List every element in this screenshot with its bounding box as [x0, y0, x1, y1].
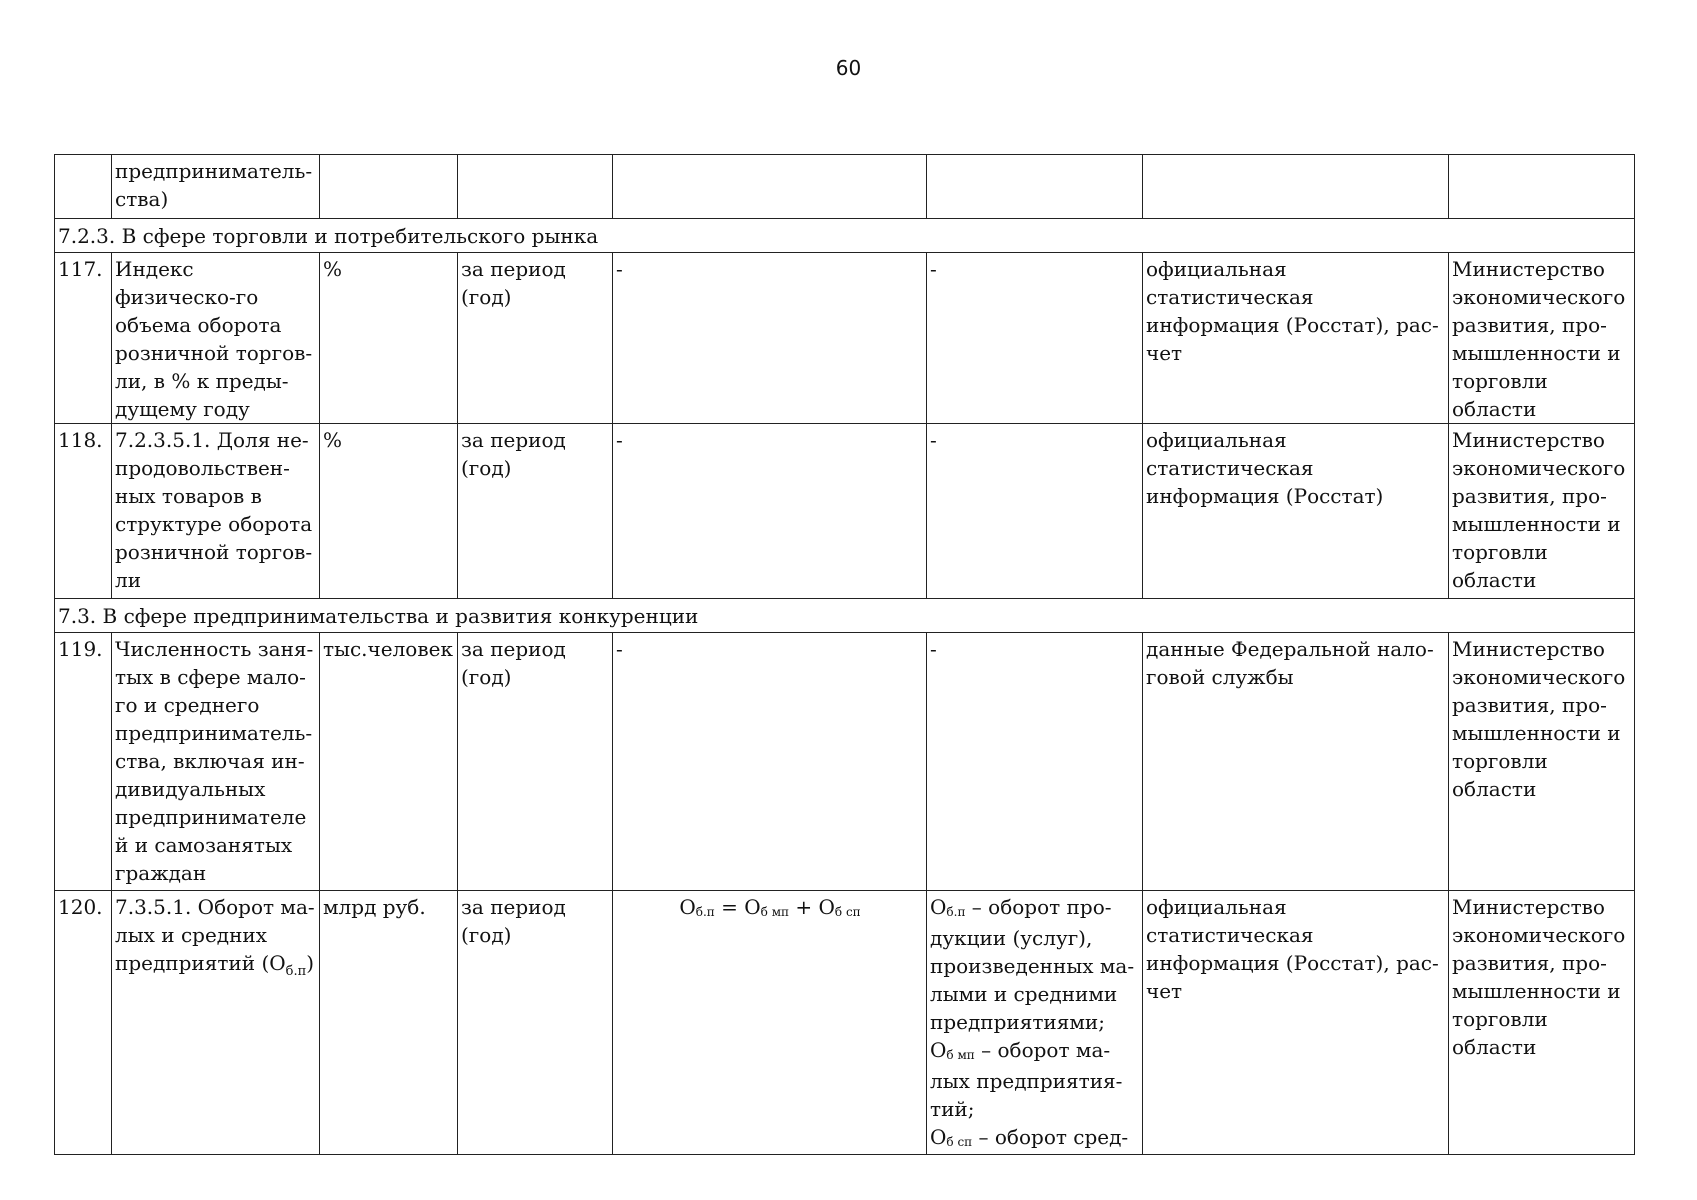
indicator-close: ): [306, 951, 315, 975]
cell-responsible: [1449, 155, 1635, 219]
cell-source: официальная статистическая информация (Росстат), рас-чет: [1143, 253, 1449, 424]
cell-formula: [613, 155, 927, 219]
table-row: [55, 253, 1635, 424]
cell-period: [458, 155, 613, 219]
cell-num: 118.: [55, 424, 112, 599]
formula-symbol: О: [930, 1038, 947, 1062]
formula-sub: б.п: [695, 905, 715, 919]
cell-indicator: Численность заня-тых в сфере мало-го и среднего предприниматель-ства, включая ин-дивидуальных предпринимателей и самозанятых граждан: [112, 633, 320, 891]
cell-indicator: 7.2.3.5.1. Доля не-продовольствен-ных товаров в структуре оборота розничной торгов-ли: [112, 424, 320, 599]
explanation-text: – оборот ма-лых предприятия-тий;: [930, 1038, 1123, 1121]
formula-symbol: О: [744, 895, 761, 919]
table-row: [55, 633, 1635, 891]
cell-num: 117.: [55, 253, 112, 424]
cell-period: за период (год): [458, 424, 613, 599]
section-title: 7.2.3. В сфере торговли и потребительского рынка: [55, 219, 1635, 253]
page-number: 60: [835, 56, 862, 80]
cell-source: данные Федеральной нало-говой службы: [1143, 633, 1449, 891]
formula-equals: =: [714, 895, 745, 919]
explanation-line: [930, 1123, 1140, 1154]
section-row: [55, 219, 1635, 253]
cell-source: официальная статистическая информация (Росстат), рас-чет: [1143, 891, 1449, 1155]
formula-symbol: О: [930, 1125, 947, 1149]
cell-indicator: [112, 891, 320, 1155]
cell-period: за период (год): [458, 891, 613, 1155]
cell-explanation: [927, 891, 1143, 1155]
explanation-line: [930, 893, 1140, 1036]
cell-explanation: [927, 155, 1143, 219]
explanation-text: – оборот сред-: [972, 1125, 1129, 1149]
formula-symbol: О: [930, 895, 947, 919]
indicators-table: [54, 154, 1635, 1155]
cell-indicator: Индекс физическо-го объема оборота розничной торгов-ли, в % к преды-дущему году: [112, 253, 320, 424]
formula-plus: +: [789, 895, 819, 919]
cell-unit: млрд руб.: [320, 891, 458, 1155]
cell-num: [55, 155, 112, 219]
cell-responsible: Министерство экономического развития, про-мышленности и торговли области: [1449, 891, 1635, 1155]
cell-responsible: Министерство экономического развития, про-мышленности и торговли области: [1449, 633, 1635, 891]
cell-source: [1143, 155, 1449, 219]
table-row: [55, 424, 1635, 599]
table-row: [55, 155, 1635, 219]
formula-sub: б мп: [946, 1048, 975, 1062]
indicator-text: 7.3.5.1. Оборот ма-лых и средних предприятий (О: [115, 895, 315, 975]
formula-symbol: О: [818, 895, 835, 919]
cell-source: официальная статистическая информация (Росстат): [1143, 424, 1449, 599]
cell-unit: [320, 155, 458, 219]
explanation-line: [930, 1036, 1140, 1123]
cell-explanation: -: [927, 253, 1143, 424]
cell-period: за период (год): [458, 253, 613, 424]
cell-num: 119.: [55, 633, 112, 891]
formula-sub: б мп: [760, 905, 790, 919]
cell-indicator: предприниматель-ства): [112, 155, 320, 219]
cell-formula: [613, 891, 927, 1155]
cell-explanation: -: [927, 633, 1143, 891]
cell-unit: %: [320, 424, 458, 599]
cell-explanation: -: [927, 424, 1143, 599]
indicator-subscript: б.п: [285, 964, 307, 979]
explanation-text: – оборот про-дукции (услуг), произведенных ма-лыми и средними предприятиями;: [930, 895, 1135, 1034]
cell-formula: -: [613, 253, 927, 424]
cell-num: 120.: [55, 891, 112, 1155]
formula-sub: б сп: [946, 1135, 973, 1149]
cell-formula: -: [613, 424, 927, 599]
cell-period: за период (год): [458, 633, 613, 891]
formula-sub: б.п: [946, 905, 966, 919]
formula-symbol: О: [679, 895, 696, 919]
cell-responsible: Министерство экономического развития, про-мышленности и торговли области: [1449, 253, 1635, 424]
cell-responsible: Министерство экономического развития, про-мышленности и торговли области: [1449, 424, 1635, 599]
table-row: [55, 891, 1635, 1155]
formula-sub: б сп: [834, 905, 861, 919]
section-title: 7.3. В сфере предпринимательства и развития конкуренции: [55, 599, 1635, 633]
cell-unit: %: [320, 253, 458, 424]
cell-formula: -: [613, 633, 927, 891]
section-row: [55, 599, 1635, 633]
cell-unit: тыс.человек: [320, 633, 458, 891]
